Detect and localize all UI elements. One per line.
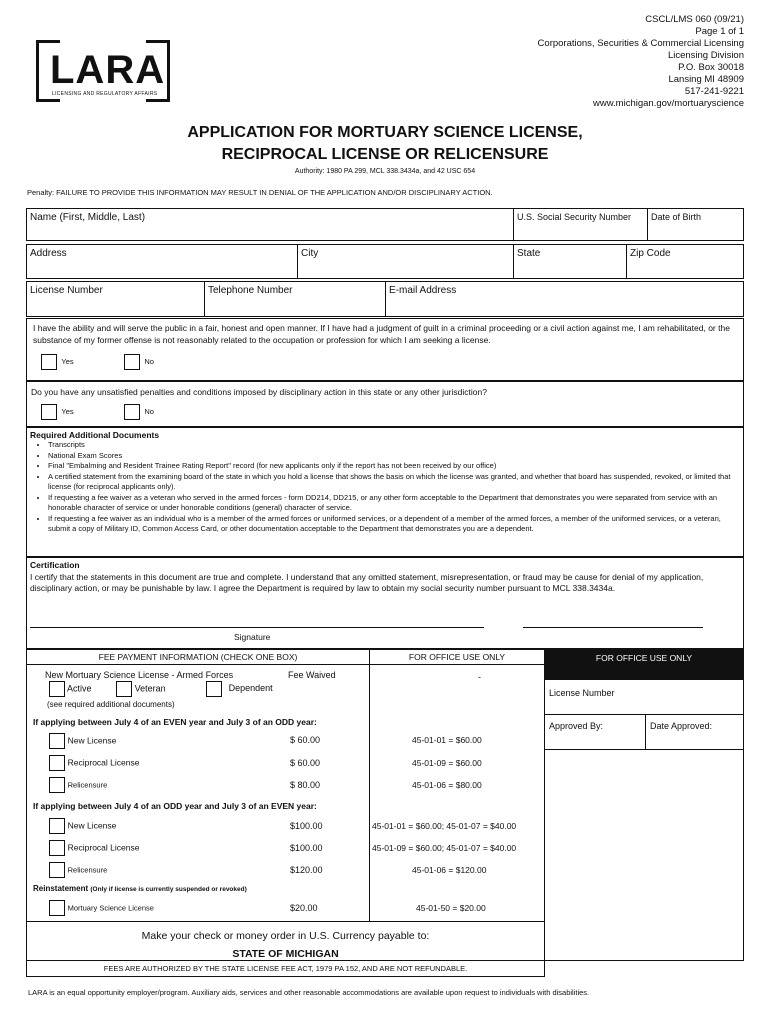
- required-documents: [26, 427, 744, 557]
- logo-text: LARA: [50, 48, 166, 92]
- odd-new-checkbox[interactable]: [49, 818, 65, 834]
- even-new-label: New License: [67, 735, 117, 746]
- date-approved-label: Date Approved:: [650, 721, 713, 731]
- odd-relicensure-label: Relicensure: [67, 865, 108, 875]
- approved-by-label: Approved By:: [549, 721, 604, 731]
- q2-no-label: No: [144, 407, 154, 417]
- even-row-new: [49, 733, 116, 749]
- q2-yes-checkbox[interactable]: [41, 404, 57, 420]
- q1-options: [33, 354, 737, 370]
- q2-text: Do you have any unsatisfied penalties and conditions imposed by disciplinary action in this state or any other jurisdiction?: [31, 387, 487, 397]
- license-label: License Number: [30, 285, 103, 296]
- office-dash: -: [478, 672, 481, 682]
- odd-row-relicensure: [49, 862, 107, 878]
- office-use-header: FOR OFFICE USE ONLY: [369, 649, 545, 665]
- veteran-checkbox[interactable]: [116, 681, 132, 697]
- even-new-checkbox[interactable]: [49, 733, 65, 749]
- q1-yes-label: Yes: [61, 357, 74, 367]
- reinstatement-code: 45-01-50 = $20.00: [416, 903, 486, 913]
- even-new-code: 45-01-01 = $60.00: [412, 735, 482, 745]
- footer-notice: LARA is an equal opportunity employer/program. Auxiliary aids, services and other reasonable accommodations are available upon request to individuals with disabilities.: [28, 988, 590, 997]
- ssn-field[interactable]: [513, 208, 648, 241]
- docs-item: • National Exam Scores: [48, 451, 740, 462]
- even-reciprocal-label: Reciprocal License: [67, 757, 140, 768]
- telephone-field[interactable]: [204, 281, 386, 317]
- docs-item: • Final "Embalming and Resident Trainee Rating Report" record (for new applicants only if the report has not been received by our office): [48, 461, 740, 472]
- license-field[interactable]: [26, 281, 205, 317]
- question-rehabilitation: [26, 318, 744, 381]
- fees-authorized: FEES ARE AUTHORIZED BY THE STATE LICENSE FEE ACT, 1979 PA 152, AND ARE NOT REFUNDABLE.: [26, 960, 545, 977]
- reinstatement-checkbox[interactable]: [49, 900, 65, 916]
- bureau: Corporations, Securities & Commercial Licensing: [537, 38, 744, 49]
- city-field[interactable]: [297, 244, 514, 279]
- dependent-label: Dependent: [228, 683, 273, 694]
- ssn-label: U.S. Social Security Number: [517, 212, 632, 222]
- even-row-reciprocal: [49, 755, 139, 771]
- active-checkbox[interactable]: [49, 681, 65, 697]
- even-relicensure-amount: $ 80.00: [290, 780, 321, 790]
- reinstatement-row: [49, 900, 154, 916]
- armed-options: [49, 681, 273, 697]
- penalty-notice: Penalty: FAILURE TO PROVIDE THIS INFORMATION MAY RESULT IN DENIAL OF THE APPLICATION AND/OR DISCIPLINARY ACTION.: [27, 188, 493, 197]
- payable-state: STATE OF MICHIGAN: [232, 948, 339, 960]
- docs-list: [30, 440, 740, 535]
- q2-no-checkbox[interactable]: [124, 404, 140, 420]
- odd-new-code: 45-01-01 = $60.00; 45-01-07 = $40.00: [372, 821, 517, 831]
- telephone-label: Telephone Number: [208, 285, 293, 296]
- date-line[interactable]: [523, 627, 703, 628]
- division: Licensing Division: [667, 50, 744, 61]
- cert-title: Certification: [30, 560, 80, 570]
- authority: Authority: 1980 PA 299, MCL 338.3434a, and 42 USC 654: [294, 168, 476, 175]
- docs-item: • If requesting a fee waiver as an individual who is a member of the armed forces or uniformed services, or a dependent of a member of the armed forces, a member of the uniformed services, or a veteran, submit a copy of Military ID, Common Access Card, or other documentation acceptable to the Department that demonstrates you are a dependent.: [48, 514, 740, 535]
- fee-header: FEE PAYMENT INFORMATION (CHECK ONE BOX): [26, 649, 370, 665]
- q2-options: [31, 404, 739, 420]
- email-field[interactable]: [385, 281, 744, 317]
- po-box: P.O. Box 30018: [678, 62, 744, 73]
- even-reciprocal-checkbox[interactable]: [49, 755, 65, 771]
- question-penalties: [26, 381, 744, 427]
- odd-row-new: [49, 818, 116, 834]
- date-approved: [645, 714, 744, 750]
- even-relicensure-checkbox[interactable]: [49, 777, 65, 793]
- active-label: Active: [67, 683, 92, 694]
- zip-label: Zip Code: [630, 248, 671, 259]
- q1-yes-checkbox[interactable]: [41, 354, 57, 370]
- phone: 517-241-9221: [684, 86, 744, 97]
- title-line-2: RECIPROCAL LICENSE OR RELICENSURE: [221, 146, 549, 163]
- address-field[interactable]: [26, 244, 298, 279]
- odd-reciprocal-checkbox[interactable]: [49, 840, 65, 856]
- title-line-1: APPLICATION FOR MORTUARY SCIENCE LICENSE,: [187, 124, 583, 141]
- odd-relicensure-amount: $120.00: [290, 865, 323, 875]
- see-required-note: (see required additional documents): [47, 700, 175, 709]
- state-label: State: [517, 248, 541, 259]
- docs-item: • Transcripts: [48, 440, 740, 451]
- payable-text: Make your check or money order in U.S. Currency payable to:: [141, 930, 430, 942]
- even-reciprocal-amount: $ 60.00: [290, 758, 321, 768]
- office-license-label: License Number: [549, 688, 615, 698]
- signature-line[interactable]: [30, 627, 484, 628]
- dob-label: Date of Birth: [651, 212, 702, 222]
- office-use-header-dark: FOR OFFICE USE ONLY: [544, 649, 744, 680]
- email-label: E-mail Address: [389, 285, 457, 296]
- odd-new-amount: $100.00: [290, 821, 323, 831]
- reinstatement-amount: $20.00: [290, 903, 318, 913]
- dependent-checkbox[interactable]: [206, 681, 222, 697]
- even-row-relicensure: [49, 777, 107, 793]
- reinstatement-label: Reinstatement: [33, 884, 89, 893]
- odd-reciprocal-label: Reciprocal License: [67, 842, 140, 853]
- q1-no-checkbox[interactable]: [124, 354, 140, 370]
- odd-reciprocal-code: 45-01-09 = $60.00; 45-01-07 = $40.00: [372, 843, 517, 853]
- website: www.michigan.gov/mortuaryscience: [592, 98, 744, 109]
- certification: [26, 557, 744, 649]
- odd-relicensure-checkbox[interactable]: [49, 862, 65, 878]
- even-relicensure-code: 45-01-06 = $80.00: [412, 780, 482, 790]
- docs-title: Required Additional Documents: [30, 430, 160, 440]
- cert-text: I certify that the statements in this document are true and complete. I understand that any omitted statement, misrepresentation, or fraud may be cause for denial of my application, disciplinary action, or may be punishable by law. I agree the Department is required by law to obtain my social security number pursuant to MCL 338.3434a.: [30, 571, 704, 593]
- office-column: [369, 664, 545, 961]
- name-label: Name (First, Middle, Last): [30, 212, 146, 223]
- lara-logo: [36, 40, 170, 102]
- odd-reciprocal-amount: $100.00: [290, 843, 323, 853]
- page-number: Page 1 of 1: [695, 26, 744, 37]
- armed-forces-label: New Mortuary Science License - Armed Forces: [45, 670, 234, 680]
- zip-field[interactable]: [626, 244, 744, 279]
- office-license-number: [544, 679, 744, 715]
- dob-field[interactable]: [647, 208, 744, 241]
- odd-row-reciprocal: [49, 840, 139, 856]
- q1-text: I have the ability and will serve the public in a fair, honest and open manner. If I have had a judgment of guilt in a criminal proceeding or a civil action against me, I am rehabilitated, or the substance of my former offense is not reasonably related to the occupation or profession for which I am seeking a license.: [33, 323, 730, 345]
- fee-waived-label: Fee Waived: [288, 670, 336, 680]
- even-reciprocal-code: 45-01-09 = $60.00: [412, 758, 482, 768]
- veteran-label: Veteran: [134, 683, 166, 694]
- even-relicensure-label: Relicensure: [67, 780, 108, 790]
- payable-box: [26, 921, 545, 961]
- q2-yes-label: Yes: [61, 407, 74, 417]
- q1-no-label: No: [144, 357, 154, 367]
- reinstatement-row-label: Mortuary Science License: [67, 903, 154, 913]
- even-new-amount: $ 60.00: [290, 735, 321, 745]
- header-contact: [538, 14, 744, 110]
- reinstatement-heading: [33, 884, 247, 893]
- approved-by: [544, 714, 646, 750]
- logo-subtitle: LICENSING AND REGULATORY AFFAIRS: [52, 91, 158, 97]
- name-field[interactable]: [26, 208, 514, 241]
- address-label: Address: [30, 248, 67, 259]
- city-zip: Lansing MI 48909: [668, 74, 744, 85]
- state-field[interactable]: [513, 244, 627, 279]
- reinstatement-note: (Only if license is currently suspended or revoked): [90, 886, 247, 893]
- signature-label: Signature: [234, 632, 271, 642]
- form-id: CSCL/LMS 060 (09/21): [645, 14, 744, 25]
- odd-relicensure-code: 45-01-06 = $120.00: [412, 865, 487, 875]
- city-label: City: [301, 248, 319, 259]
- docs-item: • If requesting a fee waiver as a veteran who served in the armed forces - form DD214, DD215, or any other form acceptable to the Department that demonstrates you were separated from service with an honorable character of service or under honorable conditions (general) character of service.: [48, 493, 740, 514]
- odd-heading: If applying between July 4 of an ODD year and July 3 of an EVEN year:: [33, 801, 317, 811]
- odd-new-label: New License: [67, 820, 117, 831]
- even-heading: If applying between July 4 of an EVEN year and July 3 of an ODD year:: [33, 717, 317, 727]
- docs-item: • A certified statement from the examining board of the state in which you hold a license that shows the basis on which the license was granted, and whether that board has suspended, revoked, or limited that license (for reciprocal applicants only).: [48, 472, 740, 493]
